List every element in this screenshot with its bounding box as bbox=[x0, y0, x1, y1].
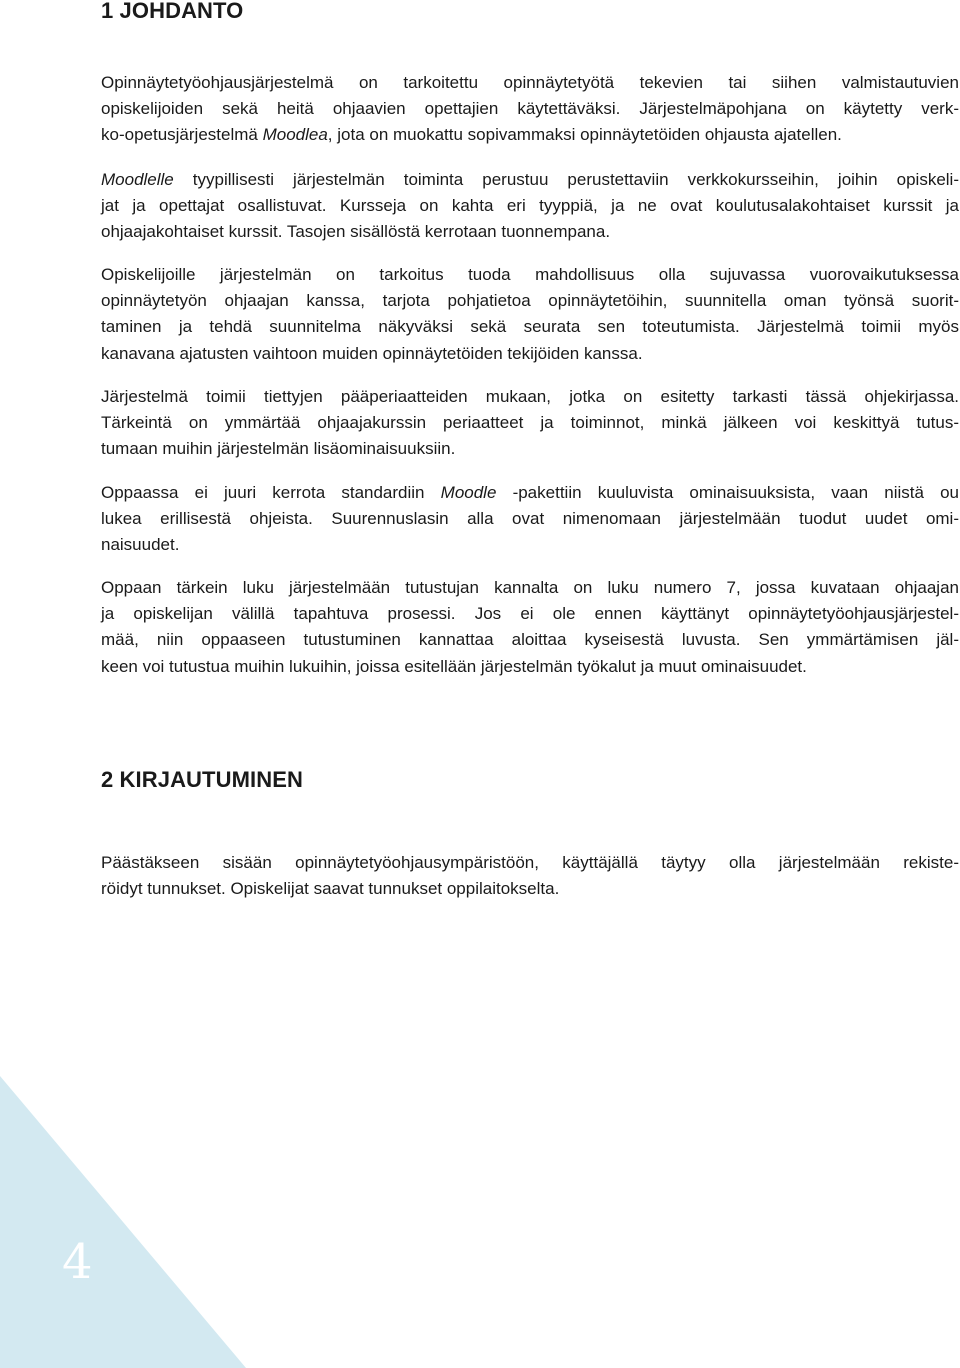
moodle-italic: Moodlelle bbox=[101, 170, 174, 189]
paragraph-line: kanavana ajatusten vaihtoon muiden opinnäytetöiden tekijöiden kanssa. bbox=[101, 343, 643, 363]
paragraph-line: Järjestelmä toimii tiettyjen pääperiaatteiden mukaan, jotka on esitetty tarkasti tässä ohjekirjassa. bbox=[101, 387, 959, 406]
paragraph-line: Päästäkseen sisään opinnäytetyöohjausympäristöön, käyttäjällä täytyy olla järjestelmään rekiste- bbox=[101, 853, 959, 872]
paragraph-line: Oppaan tärkein luku järjestelmään tutustujan kannalta on luku numero 7, jossa kuvataan ohjaajan bbox=[101, 578, 959, 597]
paragraph-line: mää, niin oppaaseen tutustuminen kannattaa aloittaa kyseisestä luvusta. Sen ymmärtämisen jäl- bbox=[101, 630, 959, 650]
section-heading-johdanto: 1 JOHDANTO bbox=[101, 0, 244, 23]
paragraph-login bbox=[101, 850, 959, 902]
corner-triangle bbox=[0, 1076, 246, 1368]
page-number: 4 bbox=[62, 1234, 93, 1290]
paragraph-line bbox=[101, 167, 959, 193]
paragraph-line bbox=[101, 480, 959, 506]
paragraph-line: lukea erillisestä ohjeista. Suurennuslasin alla ovat nimenomaan järjestelmään tuodut uudet omi- bbox=[101, 509, 959, 529]
paragraph-line: Opinnäytetyöohjausjärjestelmä on tarkoitettu opinnäytetyötä tekevien tai siihen valmistautuvien bbox=[101, 73, 959, 92]
paragraph-line: opiskelijoiden sekä heitä ohjaavien opettajien käytettäväksi. Järjestelmäpohjana on käytetty verk- bbox=[101, 99, 959, 119]
paragraph-line: opinnäytetyön ohjaajan kanssa, tarjota pohjatietoa opinnäytetöihin, suunnitella oman työnsä suorit- bbox=[101, 291, 959, 311]
paragraph-line bbox=[101, 122, 959, 148]
moodle-italic: Moodle bbox=[440, 483, 497, 502]
paragraph-students bbox=[101, 262, 959, 367]
paragraph-line: jat ja opettajat osallistuvat. Kursseja on kahta eri tyyppiä, ja ne ovat koulutusalakohtaiset kurssit ja bbox=[101, 196, 959, 216]
paragraph-line: keen voi tutustua muihin lukuihin, joissa esitellään järjestelmän työkalut ja muut ominaisuudet. bbox=[101, 656, 807, 676]
text-run: Oppaassa ei juuri kerrota standardiin bbox=[101, 483, 441, 502]
text-run: , jota on muokattu sopivammaksi opinnäytetöiden ohjausta ajatellen. bbox=[327, 125, 842, 145]
moodle-italic: Moodlea bbox=[262, 125, 328, 145]
corner-decoration bbox=[0, 1076, 246, 1368]
section-heading-kirjautuminen: 2 KIRJAUTUMINEN bbox=[101, 767, 303, 792]
paragraph-line: Tärkeintä on ymmärtää ohjaajakurssin periaatteet ja toiminnot, minkä jälkeen voi keskittyä tutus- bbox=[101, 413, 959, 433]
paragraph-chapter-seven bbox=[101, 575, 959, 680]
paragraph-line: röidyt tunnukset. Opiskelijat saavat tunnukset oppilaitokselta. bbox=[101, 879, 560, 899]
text-run: -pakettiin kuuluvista ominaisuuksista, vaan niistä ou bbox=[496, 483, 959, 502]
paragraph-courses bbox=[101, 167, 959, 246]
text-run: ko-opetusjärjestelmä bbox=[101, 125, 263, 145]
paragraph-line: taminen ja tehdä suunnitelma näkyväksi sekä seurata sen toteutumista. Järjestelmä toimii myös bbox=[101, 317, 959, 337]
paragraph-intro bbox=[101, 70, 959, 149]
text-run: tyypillisesti järjestelmän toiminta perustuu perustettaviin verkkokursseihin, joihin opiskeli- bbox=[173, 170, 959, 189]
paragraph-moodle-features bbox=[101, 480, 959, 559]
paragraph-line: ohjaajakohtaiset kurssit. Tasojen sisällöstä kerrotaan tuonnempana. bbox=[101, 222, 611, 242]
paragraph-line: tumaan muihin järjestelmän lisäominaisuuksiin. bbox=[101, 439, 456, 459]
paragraph-line: naisuudet. bbox=[101, 535, 180, 555]
paragraph-line: ja opiskelijan välillä tapahtuva prosessi. Jos ei ole ennen käyttänyt opinnäytetyöohjausjärjestel- bbox=[101, 604, 959, 624]
paragraph-line: Opiskelijoille järjestelmän on tarkoitus tuoda mahdollisuus olla sujuvassa vuorovaikutuksessa bbox=[101, 265, 959, 284]
paragraph-principles bbox=[101, 384, 959, 463]
